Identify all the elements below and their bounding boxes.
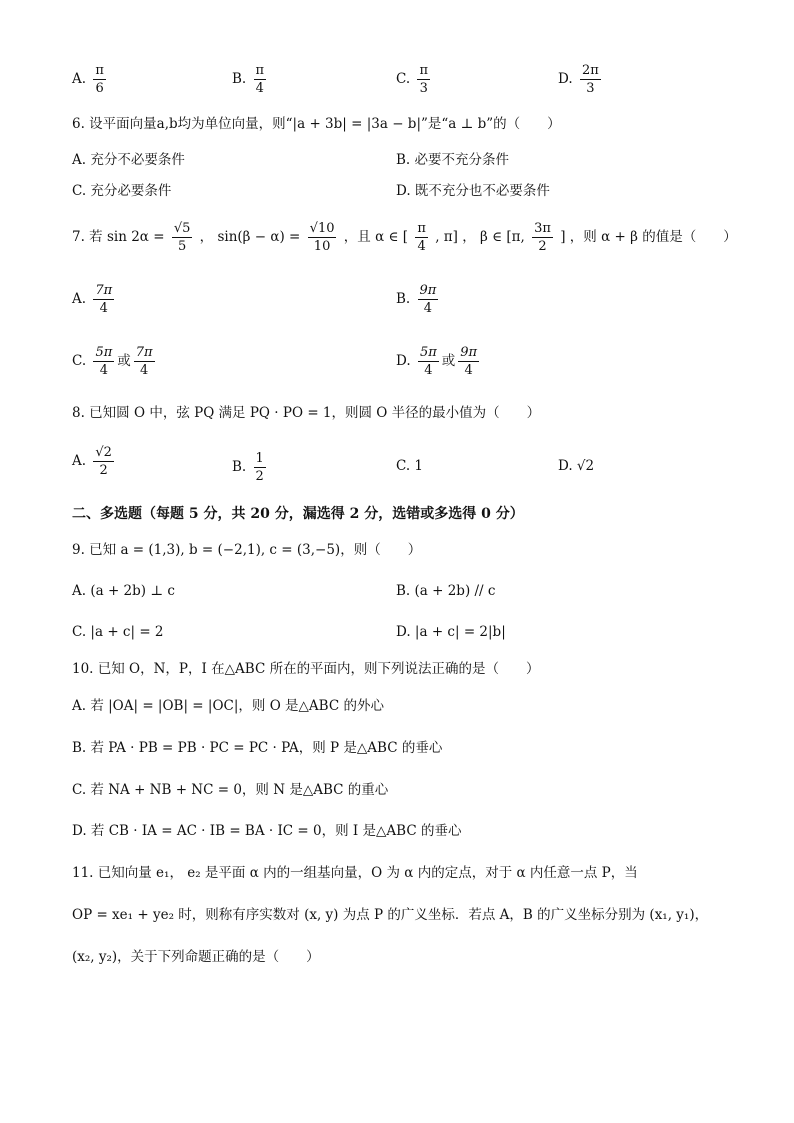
q11-line-1: 11. 已知向量 e₁， e₂ 是平面 α 内的一组基向量，O 为 α 内的定点，对于 α 内任意一点 P，当 [72, 865, 638, 881]
q10-option-c: C. 若 NA + NB + NC = 0，则 N 是△ABC 的重心 [72, 782, 389, 798]
q7-option-a: A. $\frac{7\pi}{4}$ [72, 283, 113, 316]
q5-option-d: D. $\frac{2\pi}{3}$ [558, 63, 599, 96]
q7-option-b: B. $\frac{9\pi}{4}$ [396, 283, 437, 316]
q8-stem: 8. 已知圆 O 中，弦 PQ 满足 PQ · PO = 1，则圆 O 半径的最小值为（ ） [72, 405, 541, 421]
q7-option-c: C. $\frac{5\pi}{4}$ 或 $\frac{7\pi}{4}$ [72, 345, 153, 378]
fraction: $\frac{\pi}{4}$ [417, 221, 426, 254]
fraction: $\frac{3\pi}{2}$ [534, 221, 551, 254]
q9-option-b: B. (a + 2b) // c [396, 583, 496, 599]
q5-option-c: C. $\frac{\pi}{3}$ [396, 63, 428, 96]
q10-option-d: D. 若 CB · IA = AC · IB = BA · IC = 0，则 I 是△ABC 的垂心 [72, 823, 462, 839]
fraction: $\frac{\pi}{4}$ [255, 63, 265, 96]
fraction: $\frac{√2}{2}$ [95, 445, 112, 478]
q5-option-a: A. $\frac{\pi}{6}$ [72, 63, 104, 96]
fraction: $\frac{7\pi}{4}$ [135, 345, 153, 378]
fraction: $\frac{5\pi}{4}$ [419, 345, 437, 378]
section-heading: 二、多选题（每题 5 分，共 20 分，漏选得 2 分，选错或多选得 0 分） [72, 506, 524, 522]
q9-stem: 9. 已知 a = (1,3), b = (−2,1), c = (3,−5)，则（ ） [72, 542, 422, 558]
q8-option-d: D. √2 [558, 458, 595, 474]
q6-option-d: D. 既不充分也不必要条件 [396, 183, 550, 199]
q9-option-a: A. (a + 2b) ⊥ c [72, 583, 175, 599]
q10-stem: 10. 已知 O，N，P，I 在△ABC 所在的平面内，则下列说法正确的是（ ） [72, 661, 540, 677]
fraction: $\frac{7\pi}{4}$ [95, 283, 113, 316]
q11-line-2: OP = xe₁ + ye₂ 时，则称有序实数对 (x, y) 为点 P 的广义坐标．若点 A，B 的广义坐标分别为 (x₁, y₁)， [72, 907, 709, 923]
q8-option-c: C. 1 [396, 458, 424, 474]
fraction: $\frac{\pi}{6}$ [95, 63, 104, 96]
q10-option-a: A. 若 |OA| = |OB| = |OC|，则 O 是△ABC 的外心 [72, 698, 384, 714]
q8-option-b: B. $\frac{1}{2}$ [232, 451, 264, 484]
fraction: $\frac{2\pi}{3}$ [581, 63, 599, 96]
q6-stem: 6. 设平面向量a,b均为单位向量，则“|a + 3b| = |3a − b|”是“a ⊥ b”的（ ） [72, 116, 561, 132]
q11-line-3: (x₂, y₂)，关于下列命题正确的是（ ） [72, 949, 320, 965]
q9-option-d: D. |a + c| = 2|b| [396, 624, 506, 640]
q8-option-a: A. $\frac{√2}{2}$ [72, 445, 112, 478]
q6-option-a: A. 充分不必要条件 [72, 152, 185, 168]
q6-option-b: B. 必要不充分条件 [396, 152, 510, 168]
fraction: $\frac{√5}{5}$ [173, 221, 191, 254]
fraction: $\frac{5\pi}{4}$ [95, 345, 113, 378]
fraction: $\frac{√10}{10}$ [309, 221, 335, 254]
fraction: $\frac{9\pi}{4}$ [419, 283, 437, 316]
q9-option-c: C. |a + c| = 2 [72, 624, 164, 640]
q6-option-c: C. 充分必要条件 [72, 183, 172, 199]
fraction: $\frac{1}{2}$ [255, 451, 264, 484]
q5-option-b: B. $\frac{\pi}{4}$ [232, 63, 265, 96]
fraction: $\frac{9\pi}{4}$ [460, 345, 478, 378]
q7-option-d: D. $\frac{5\pi}{4}$ 或 $\frac{9\pi}{4}$ [396, 345, 478, 378]
q10-option-b: B. 若 PA · PB = PB · PC = PC · PA，则 P 是△ABC 的垂心 [72, 740, 443, 756]
fraction: $\frac{\pi}{3}$ [419, 63, 428, 96]
q7-stem: 7. 若 sin 2α = $\frac{√5}{5}$ ， sin(β − α) = $\frac{√10}{10}$ ，且 α ∈ [ $\frac{\pi}{4}$ , π] ， β ∈ [π, $\frac{3\pi}{2}$ ] ，则 α + β 的值是（ ） [72, 221, 737, 254]
